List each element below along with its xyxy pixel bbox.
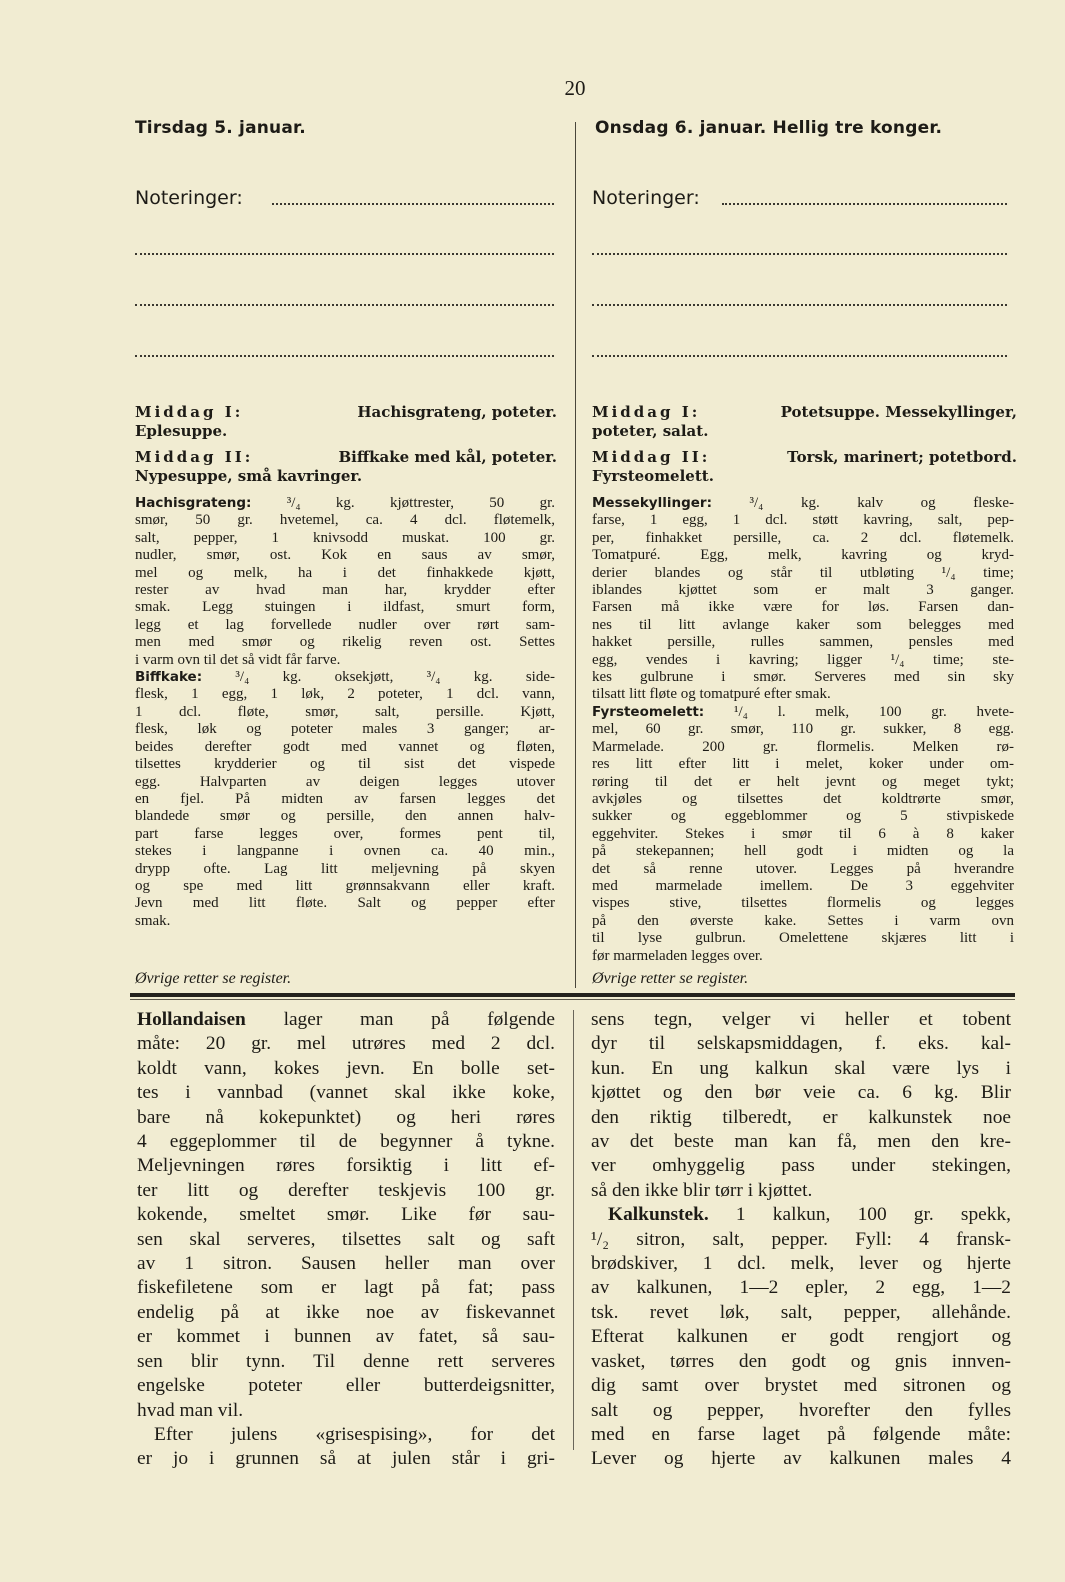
article-column-divider: [573, 1010, 574, 1450]
menu-label: Middag II:: [135, 448, 254, 466]
register-note-left: Øvrige retter se register.: [135, 970, 292, 987]
menu-text: Hachisgrateng, poteter.: [357, 403, 557, 421]
text-line: av 1 sitron. Sausen heller man over: [137, 1253, 555, 1275]
text-line: kun. En ung kalkun skal være lys i: [591, 1057, 1011, 1079]
text-line: drypp ofte. Lag litt meljevning på skyen: [135, 860, 555, 877]
text-line: på stekepannen; hell godt i midten og la: [592, 843, 1014, 860]
text-line: en fjel. På midten av farsen legges det: [135, 790, 555, 807]
text-line: 4 eggeplommer til de begynner å tykne.: [137, 1131, 555, 1153]
text-line: blandede smør og persille, den annen halv-: [135, 808, 555, 825]
text-line: engelske poteter eller butterdeigsnitter,: [137, 1375, 555, 1397]
menu-text: Eplesuppe.: [135, 422, 228, 440]
text-line: derier blandes og står til utbløting ¹/₄ time;: [592, 564, 1014, 581]
text-line: måte: 20 gr. mel utrøres med 2 dcl.: [137, 1033, 555, 1055]
text-line: på den øverste kake. Settes i varm ovn: [592, 912, 1014, 929]
text-line: flesk, løk og poteter males 3 ganger; ar-: [135, 721, 555, 738]
text-line: stekes i langpanne i ovnen ca. 40 min.,: [135, 843, 555, 860]
text-line: er jo i grunnen så at julen står i gri-: [137, 1448, 555, 1470]
menu-text: Potetsuppe. Messekyllinger,: [780, 403, 1017, 421]
section-divider: [130, 993, 1015, 997]
menu-text: Torsk, marinert; potetbord.: [787, 448, 1017, 466]
text-line: Tomatpuré. Egg, melk, kavring og kryd-: [592, 547, 1014, 564]
text-line: så den ikke blir tørr i kjøttet.: [591, 1179, 813, 1201]
text-line: nudler, smør, ost. Kok en saus av smør,: [135, 547, 555, 564]
text-line: sukker og eggeblommer og 5 stivpiskede: [592, 808, 1014, 825]
text-line: fiskefiletene som er lagt på fat; pass: [137, 1277, 555, 1299]
text-line: Meljevningen røres forsiktig i litt ef-: [137, 1155, 555, 1177]
text-line: mel, 60 gr. smør, 110 gr. sukker, 8 egg.: [592, 721, 1014, 738]
text-line: part farse legges over, formes pent til,: [135, 825, 555, 842]
text-line: røring til det er helt jevnt og meget tykt;: [592, 773, 1014, 790]
register-note-right: Øvrige retter se register.: [592, 970, 749, 987]
text-line: Farsen må ikke være for løs. Farsen dan-: [592, 599, 1014, 616]
text-line: res litt efter litt i melet, koker under om-: [592, 756, 1014, 773]
text-line: ver omhyggelig pass under stekingen,: [591, 1155, 1011, 1177]
text-line: kokende, smeltet smør. Like før sau-: [137, 1204, 555, 1226]
text-line: brødskiver, 1 dcl. melk, lever og hjerte: [591, 1253, 1011, 1275]
notes-label-left: Noteringer:: [135, 187, 243, 209]
text-line: Biffkake: ³/₄ kg. oksekjøtt, ³/₄ kg. side-: [135, 669, 555, 686]
text-line: Messekyllinger: ³/₄ kg. kalv og fleske-: [592, 495, 1014, 511]
text-line: tilsettes krydderier og til sist det vispede: [135, 756, 555, 773]
text-line: og spe med litt grønnsakvann eller kraft.: [135, 877, 555, 894]
text-line: salt og pepper, hvorefter den fylles: [591, 1399, 1011, 1421]
text-line: Marmelade. 200 gr. flormelis. Melken rø-: [592, 738, 1014, 755]
notes-label-right: Noteringer:: [592, 187, 700, 209]
text-line: smør, 50 gr. hvetemel, ca. 4 dcl. fløtemelk,: [135, 512, 555, 529]
notes-line-right-4: [592, 355, 1007, 357]
menu-label: Middag I:: [592, 403, 701, 421]
text-line: hakket persille, rulles sammen, pensles med: [592, 634, 1014, 651]
text-line: med marmelade imellem. De 3 eggehviter: [592, 877, 1014, 894]
text-line: av kalkunen, 1—2 epler, 2 egg, 1—2: [591, 1277, 1011, 1299]
text-line: mel og melk, ha i det finhakkede kjøtt,: [135, 564, 555, 581]
recipe-text-right: [592, 495, 1014, 965]
menu-label: Middag I:: [135, 403, 244, 421]
text-line: Jevn med litt fløte. Salt og pepper efter: [135, 895, 555, 912]
text-line: dig samt over brystet med sitronen og: [591, 1375, 1011, 1397]
menu-text: Nypesuppe, små kavringer.: [135, 467, 363, 485]
text-line: Efterat kalkunen er godt rengjort og: [591, 1326, 1011, 1348]
menu-block-left-2: [135, 448, 557, 486]
text-line: av det beste man kan få, men den kre-: [591, 1131, 1011, 1153]
text-line: koldt vann, kokes jevn. En bolle set-: [137, 1057, 555, 1079]
text-line: bare nå kokepunktet) og heri røres: [137, 1106, 555, 1128]
text-line: til lyse gulbrun. Omelettene skjæres litt i: [592, 930, 1014, 947]
menu-text: poteter, salat.: [592, 422, 709, 440]
recipe-text-left: [135, 495, 555, 930]
text-line: avkjøles og tilsettes det koldtrørte smør,: [592, 790, 1014, 807]
text-line: med en farse laget på følgende måte:: [591, 1423, 1011, 1445]
text-line: 1 dcl. fløte, smør, salt, persille. Kjøtt,: [135, 703, 555, 720]
column-divider: [575, 122, 576, 988]
text-line: Kalkunstek. 1 kalkun, 100 gr. spekk,: [608, 1204, 1011, 1226]
menu-label: Middag II:: [592, 448, 711, 466]
notes-line-right-3: [592, 304, 1007, 306]
text-line: Hollandaisen lager man på følgende: [137, 1009, 555, 1030]
text-line: Hachisgrateng: ³/₄ kg. kjøttrester, 50 gr.: [135, 495, 555, 511]
text-line: sen skal serveres, tilsettes salt og saft: [137, 1228, 555, 1250]
text-line: sen blir tynn. Til denne rett serveres: [137, 1350, 555, 1372]
text-line: tilsatt litt fløte og tomatpuré efter smak.: [592, 686, 831, 703]
menu-text: Fyrsteomelett.: [592, 467, 714, 485]
day-heading-right: Onsdag 6. januar. Hellig tre konger.: [595, 118, 943, 138]
notes-line-left-3: [135, 304, 554, 306]
text-line: er kommet i bunnen av fatet, så sau-: [137, 1326, 555, 1348]
page-number: 20: [564, 76, 586, 100]
text-line: Efter julens «grisespising», for det: [154, 1423, 555, 1445]
text-line: endelig på at ikke noe av fiskevannet: [137, 1301, 555, 1323]
text-line: vasket, tørres den godt og gnis innven-: [591, 1350, 1011, 1372]
text-line: før marmeladen legges over.: [592, 947, 763, 964]
text-line: vispes stive, tilsettes flormelis og legges: [592, 895, 1014, 912]
text-line: smak. Legg stuingen i ildfast, smurt form,: [135, 599, 555, 616]
text-line: egg. Halvparten av deigen legges utover: [135, 773, 555, 790]
text-line: per, finhakket persille, ca. 2 dcl. fløtemelk.: [592, 529, 1014, 546]
text-line: dyr til selskapsmiddagen, f. eks. kal-: [591, 1033, 1011, 1055]
menu-block-right-2: [592, 448, 1017, 486]
text-line: smak.: [135, 912, 171, 929]
article-text-left: [137, 1008, 555, 1472]
text-line: ter litt og derefter teskjevis 100 gr.: [137, 1179, 555, 1201]
text-line: nes til litt avlange kaker som belegges med: [592, 616, 1014, 633]
text-line: ¹/₂ sitron, salt, pepper. Fyll: 4 fransk-: [591, 1228, 1011, 1250]
text-line: beides derefter godt med vannet og fløten,: [135, 738, 555, 755]
menu-text: Biffkake med kål, poteter.: [338, 448, 557, 466]
text-line: iblandes kjøttet som er malt 3 ganger.: [592, 582, 1014, 599]
text-line: tsk. revet løk, salt, pepper, allehånde.: [591, 1301, 1011, 1323]
section-divider-thin: [130, 999, 1015, 1000]
text-line: hvad man vil.: [137, 1399, 244, 1421]
text-line: sens tegn, velger vi heller et tobent: [591, 1009, 1011, 1030]
text-line: den riktig tilberedt, er kalkunstek noe: [591, 1106, 1011, 1128]
notes-line-right-2: [592, 253, 1007, 255]
text-line: flesk, 1 egg, 1 løk, 2 poteter, 1 dcl. vann,: [135, 686, 555, 703]
article-text-right: [591, 1008, 1011, 1472]
text-line: i varm ovn til det så vidt får farve.: [135, 651, 341, 668]
text-line: Lever og hjerte av kalkunen males 4: [591, 1448, 1011, 1470]
text-line: egg, vendes i kavring; ligger ¹/₄ time; ste-: [592, 651, 1014, 668]
text-line: legg et lag forvellede nudler over rørt sam-: [135, 616, 555, 633]
text-line: kes gulbrune i smør. Serveres med sin sky: [592, 669, 1014, 686]
text-line: rester av hvad man har, krydder efter: [135, 582, 555, 599]
notes-line-left-1: [272, 203, 554, 205]
text-line: kjøttet og den bør veie ca. 6 kg. Blir: [591, 1082, 1011, 1104]
notes-line-left-4: [135, 355, 554, 357]
day-heading-left: Tirsdag 5. januar.: [135, 118, 306, 138]
text-line: farse, 1 egg, 1 dcl. støtt kavring, salt, pep-: [592, 512, 1014, 529]
text-line: salt, pepper, 1 knivsodd muskat. 100 gr.: [135, 529, 555, 546]
text-line: tes i vannbad (vannet skal ikke koke,: [137, 1082, 555, 1104]
text-line: Fyrsteomelett: ¹/₄ l. melk, 100 gr. hvete-: [592, 703, 1014, 720]
menu-block-left-1: [135, 403, 557, 441]
text-line: eggehviter. Stekes i smør til 6 à 8 kaker: [592, 825, 1014, 842]
menu-block-right-1: [592, 403, 1017, 441]
text-line: men med smør og rikelig reven ost. Settes: [135, 634, 555, 651]
notes-line-right-1: [722, 203, 1007, 205]
notes-line-left-2: [135, 253, 554, 255]
text-line: det så renne utover. Legges på hverandre: [592, 860, 1014, 877]
